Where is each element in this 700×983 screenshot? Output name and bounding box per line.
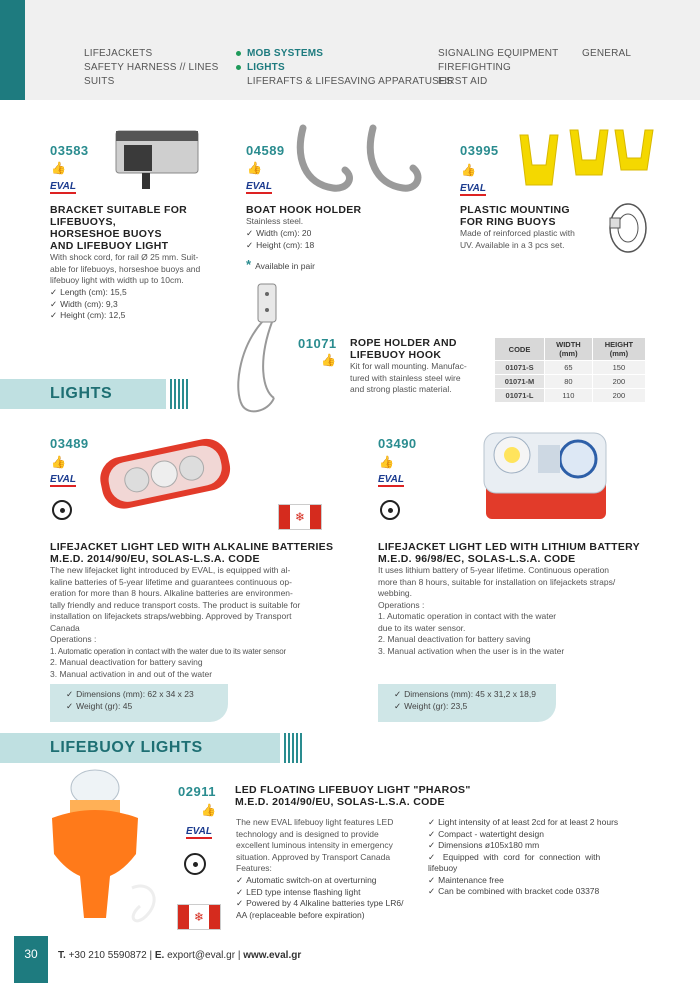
- dimensions-table-01071: [494, 337, 646, 403]
- feature-row: [428, 886, 628, 898]
- feature-row: [428, 875, 628, 887]
- table-cell: 01071-M: [495, 375, 545, 389]
- footer-separator: |: [149, 950, 153, 961]
- desc-line: Operations :: [378, 599, 425, 610]
- desc-line: able for lifebuoys, horseshoe buoys and: [50, 263, 201, 274]
- feature-row: [428, 817, 628, 829]
- title-line: AND LIFEBUOY LIGHT: [50, 240, 169, 252]
- eval-logo: EVAL: [460, 183, 486, 194]
- spec-box-03490: [378, 684, 556, 722]
- spec-row: [246, 240, 314, 252]
- availability-note: [246, 259, 315, 273]
- title-line: ROPE HOLDER AND: [350, 337, 457, 349]
- desc-line: and strong plastic material.: [350, 384, 452, 394]
- thumbs-up-icon: 👍: [461, 163, 476, 177]
- check-icon: ✓: [50, 298, 58, 309]
- spec-text: Dimensions (mm): 62 x 34 x 23: [76, 689, 194, 699]
- title-line: HORSESHOE BUOYS: [50, 228, 162, 240]
- desc-line: 3. Manual activation in and out of the water: [50, 668, 213, 679]
- thumbs-up-icon: 👍: [247, 161, 262, 175]
- col-header-height: HEIGHT (mm): [592, 338, 645, 361]
- feature-row: [236, 887, 418, 899]
- table-cell: 80: [545, 375, 593, 389]
- feature-text: Maintenance free: [438, 874, 504, 885]
- title-line: M.E.D. 2014/90/EU, SOLAS-L.S.A. CODE: [235, 796, 445, 808]
- nav-mob-systems[interactable]: [236, 48, 323, 59]
- product-title-02911: [235, 784, 471, 808]
- product-code-03995: 03995: [460, 143, 499, 158]
- footer-separator: |: [237, 950, 241, 961]
- section-title-lifebuoy-lights: LIFEBUOY LIGHTS: [50, 739, 203, 756]
- plastic-mounting-image: [510, 125, 660, 190]
- feature-text: Dimensions ø105x180 mm: [438, 840, 540, 850]
- feature-row: [428, 829, 628, 841]
- thumbs-up-icon: 👍: [201, 803, 216, 817]
- desc-line: Operations :: [50, 634, 97, 644]
- med-wheelmark-icon: [184, 853, 206, 875]
- table-row: [495, 389, 646, 403]
- feature-row: [428, 840, 628, 852]
- desc-line: lifebuoy light with width up to 10cm.: [50, 275, 184, 285]
- check-icon: ✓: [66, 689, 74, 699]
- check-icon: ✓: [428, 874, 436, 885]
- desc-line: 1. Automatic operation in contact with the water: [378, 611, 557, 621]
- spec-row: [50, 310, 127, 322]
- spec-text: Weight (gr): 45: [76, 700, 133, 711]
- feature-text: Automatic switch-on at overturning: [246, 875, 377, 885]
- title-line: LIFEBUOYS,: [50, 216, 117, 228]
- feature-text: Equipped with cord for connection with: [438, 851, 601, 862]
- title-line: LED FLOATING LIFEBUOY LIGHT "PHAROS": [235, 784, 471, 796]
- section-title-lights: LIGHTS: [50, 385, 113, 402]
- desc-line: Canada: [50, 622, 80, 633]
- check-icon: ✓: [428, 851, 436, 862]
- check-icon: ✓: [236, 898, 244, 908]
- tel-label: T.: [58, 950, 66, 961]
- product-specs-03583: [50, 287, 127, 322]
- table-row: [495, 361, 646, 375]
- eval-logo: EVAL: [50, 474, 76, 485]
- title-line: LIFEBUOY HOOK: [350, 349, 442, 361]
- spec-row: [394, 701, 548, 713]
- feature-text: LED type intense flashing light: [246, 886, 361, 897]
- section-stripes: [284, 733, 304, 763]
- eval-logo: EVAL: [378, 474, 404, 485]
- check-icon: ✓: [50, 287, 58, 297]
- product-desc-03489: [50, 565, 336, 680]
- nav-safety-harness[interactable]: SAFETY HARNESS // LINES: [84, 62, 219, 73]
- check-icon: ✓: [236, 875, 244, 885]
- col-header-code: CODE: [495, 338, 545, 361]
- check-icon: ✓: [236, 886, 244, 897]
- desc-line: 3. Manual activation when the user is in the water: [378, 645, 565, 656]
- desc-line: due to its water sensor.: [378, 622, 466, 633]
- feature-row: [236, 898, 418, 910]
- nav-lights[interactable]: [236, 62, 285, 73]
- med-wheelmark-icon: [380, 500, 400, 520]
- rope-holder-image: [228, 280, 298, 420]
- check-icon: ✓: [428, 886, 436, 896]
- title-line: PLASTIC MOUNTING: [460, 204, 570, 216]
- desc-line: With shock cord, for rail Ø 25 mm. Suit-: [50, 252, 199, 262]
- desc-line: excellent luminous intensity in emergency: [236, 840, 393, 850]
- title-line: LIFEJACKET LIGHT LED WITH ALKALINE BATTERIES: [50, 541, 334, 553]
- maple-leaf-icon: ❄: [193, 910, 205, 924]
- bracket-image: [112, 125, 204, 193]
- desc-line: tured with stainless steel wire: [350, 372, 461, 383]
- title-line: FOR RING BUOYS: [460, 216, 556, 228]
- spec-text: Weight (gr): 23,5: [404, 700, 468, 711]
- table-cell: 65: [545, 361, 593, 375]
- check-icon: ✓: [394, 689, 402, 699]
- desc-line: Made of reinforced plastic with: [460, 228, 575, 238]
- thumbs-up-icon: 👍: [51, 455, 66, 469]
- table-cell: 200: [592, 375, 645, 389]
- nav-suits[interactable]: SUITS: [84, 76, 115, 87]
- product-code-03490: 03490: [378, 436, 417, 451]
- feature-row: [428, 852, 628, 864]
- desc-line: eration for more than 8 hours. Alkaline batteries are environmen-: [50, 588, 293, 598]
- footer-email[interactable]: export@eval.gr: [167, 950, 236, 961]
- feature-text: Can be combined with bracket code 03378: [438, 886, 600, 896]
- product-desc-03583: [50, 252, 235, 287]
- spec-row: [246, 228, 314, 240]
- spec-row: [394, 689, 548, 701]
- spec-row: [66, 701, 220, 713]
- nav-lights-label: LIGHTS: [247, 62, 285, 73]
- spec-text: Length (cm): 15,5: [60, 287, 127, 297]
- thumbs-up-icon: 👍: [321, 353, 336, 367]
- product-code-04589: 04589: [246, 143, 285, 158]
- lifejacket-light-lithium-image: [478, 415, 613, 525]
- desc-line: kaline batteries of 5-year lifetime and guarantees continuous op-: [50, 576, 292, 587]
- desc-line: The new lifejacket light introduced by EVAL, is equipped with al-: [50, 565, 291, 575]
- asterisk-icon: *: [246, 257, 252, 272]
- check-icon: ✓: [428, 828, 436, 839]
- spec-text: Width (cm): 20: [256, 228, 312, 238]
- product-title-03489: [50, 541, 333, 565]
- product-code-01071: 01071: [298, 336, 337, 351]
- eval-logo: EVAL: [186, 826, 212, 837]
- product-desc-03490: [378, 565, 648, 657]
- product-desc-04589: Stainless steel.: [246, 216, 304, 226]
- check-icon: ✓: [246, 239, 254, 250]
- mounting-diagram-image: [604, 198, 650, 258]
- nav-lifejackets[interactable]: LIFEJACKETS: [84, 48, 153, 59]
- footer-contact: [58, 950, 301, 961]
- section-stripes: [170, 379, 190, 409]
- nav-first-aid[interactable]: FIRST AID: [438, 76, 488, 87]
- product-title-03995: [460, 204, 570, 228]
- eval-logo: EVAL: [246, 181, 272, 192]
- desc-line: UV. Available in a 3 pcs set.: [460, 239, 565, 250]
- spec-text: Dimensions (mm): 45 x 31,2 x 18,9: [404, 689, 536, 699]
- product-specs-04589: [246, 228, 314, 251]
- table-cell: 01071-S: [495, 361, 545, 375]
- desc-line: 1. Automatic operation in contact with the water due to its water sensor: [50, 646, 286, 656]
- footer-phone[interactable]: +30 210 5590872: [68, 950, 147, 961]
- desc-line: technology and is designed to provide: [236, 828, 379, 839]
- nav-general[interactable]: GENERAL: [582, 48, 632, 59]
- check-icon: ✓: [50, 310, 58, 320]
- feature-text-cont: lifebuoy: [428, 863, 458, 873]
- canada-flag-icon: [177, 904, 221, 930]
- spec-text: Width (cm): 9,3: [60, 298, 118, 309]
- desc-line: tally friendly and reduce transport costs. The product is suitable for: [50, 599, 301, 610]
- title-line: M.E.D. 2014/90/EU, SOLAS-L.S.A. CODE: [50, 553, 260, 565]
- features-right-02911: [428, 817, 628, 898]
- desc-line: Features:: [236, 863, 272, 873]
- feature-text: Compact - watertight design: [438, 828, 544, 839]
- nav-firefighting[interactable]: FIREFIGHTING: [438, 62, 511, 73]
- product-code-02911: 02911: [178, 784, 216, 799]
- product-code-03489: 03489: [50, 436, 89, 451]
- desc-line: 2. Manual deactivation for battery saving: [378, 634, 531, 644]
- spec-text: Height (cm): 12,5: [60, 310, 126, 320]
- product-code-03583: 03583: [50, 143, 89, 158]
- check-icon: ✓: [66, 700, 74, 711]
- feature-row: [236, 875, 418, 887]
- thumbs-up-icon: 👍: [51, 161, 66, 175]
- med-wheelmark-icon: [52, 500, 72, 520]
- product-title-03490: [378, 541, 640, 565]
- product-title-03583: [50, 204, 230, 252]
- check-icon: ✓: [394, 700, 402, 711]
- nav-liferafts[interactable]: LIFERAFTS & LIFESAVING APPARATUSES: [247, 76, 453, 87]
- page-number: 30: [14, 936, 48, 983]
- desc-line: Kit for wall mounting. Manufac-: [350, 361, 467, 371]
- spec-box-03489: [50, 684, 228, 722]
- nav-accent-bar: [0, 0, 25, 100]
- thumbs-up-icon: 👍: [379, 455, 394, 469]
- desc-line: It uses lithium battery of 5-year lifetime. Continuous operation: [378, 565, 610, 575]
- nav-signaling[interactable]: SIGNALING EQUIPMENT: [438, 48, 559, 59]
- product-desc-01071: [350, 361, 486, 396]
- boat-hook-holder-image: [285, 118, 425, 198]
- footer-website[interactable]: www.eval.gr: [243, 950, 302, 961]
- desc-line: installation on lifejackets straps/webbing. Approved by Transport: [50, 611, 292, 621]
- active-dot-icon: [236, 51, 241, 56]
- availability-note-text: Available in pair: [255, 261, 315, 271]
- eval-logo: EVAL: [50, 181, 76, 192]
- col-header-width: WIDTH (mm): [545, 338, 593, 361]
- table-cell: 110: [545, 389, 593, 403]
- maple-leaf-icon: ❄: [294, 510, 306, 524]
- table-cell: 150: [592, 361, 645, 375]
- title-line: M.E.D. 96/98/EC, SOLAS-L.S.A. CODE: [378, 553, 576, 565]
- table-row: [495, 375, 646, 389]
- spec-text: Height (cm): 18: [256, 239, 315, 250]
- active-dot-icon: [236, 65, 241, 70]
- spec-row: [66, 689, 220, 701]
- check-icon: ✓: [428, 817, 436, 827]
- nav-mob-systems-label: MOB SYSTEMS: [247, 48, 324, 59]
- features-left-02911: [236, 875, 418, 921]
- feature-text: Powered by 4 Alkaline batteries type LR6/: [246, 898, 404, 908]
- desc-line: The new EVAL lifebuoy light features LED: [236, 817, 394, 827]
- lifejacket-light-alkaline-image: [92, 428, 237, 518]
- feature-text-cont: AA (replaceable before expiration): [236, 909, 365, 920]
- check-icon: ✓: [428, 840, 436, 850]
- spec-row: [50, 287, 127, 299]
- title-line: LIFEJACKET LIGHT LED WITH LITHIUM BATTERY: [378, 541, 640, 553]
- product-title-04589: BOAT HOOK HOLDER: [246, 204, 362, 216]
- desc-line: situation. Approved by Transport Canada: [236, 851, 391, 862]
- table-cell: 200: [592, 389, 645, 403]
- canada-flag-icon: [278, 504, 322, 530]
- feature-text: Light intensity of at least 2cd for at least 2 hours: [438, 817, 619, 827]
- top-navigation: [0, 0, 700, 100]
- desc-line: more than 8 hours, suitable for installation on lifejackets straps/: [378, 576, 616, 587]
- title-line: BRACKET SUITABLE FOR: [50, 204, 188, 216]
- desc-line: webbing.: [378, 588, 413, 598]
- product-desc-02911: [236, 817, 414, 875]
- email-label: E.: [154, 950, 165, 961]
- spec-row: [50, 299, 127, 311]
- product-title-01071: [350, 337, 457, 361]
- table-cell: 01071-L: [495, 389, 545, 403]
- product-desc-03995: [460, 228, 575, 251]
- table-header-row: [495, 338, 646, 361]
- check-icon: ✓: [246, 228, 254, 238]
- pharos-lifebuoy-light-image: [40, 768, 170, 938]
- desc-line: 2. Manual deactivation for battery saving: [50, 657, 203, 667]
